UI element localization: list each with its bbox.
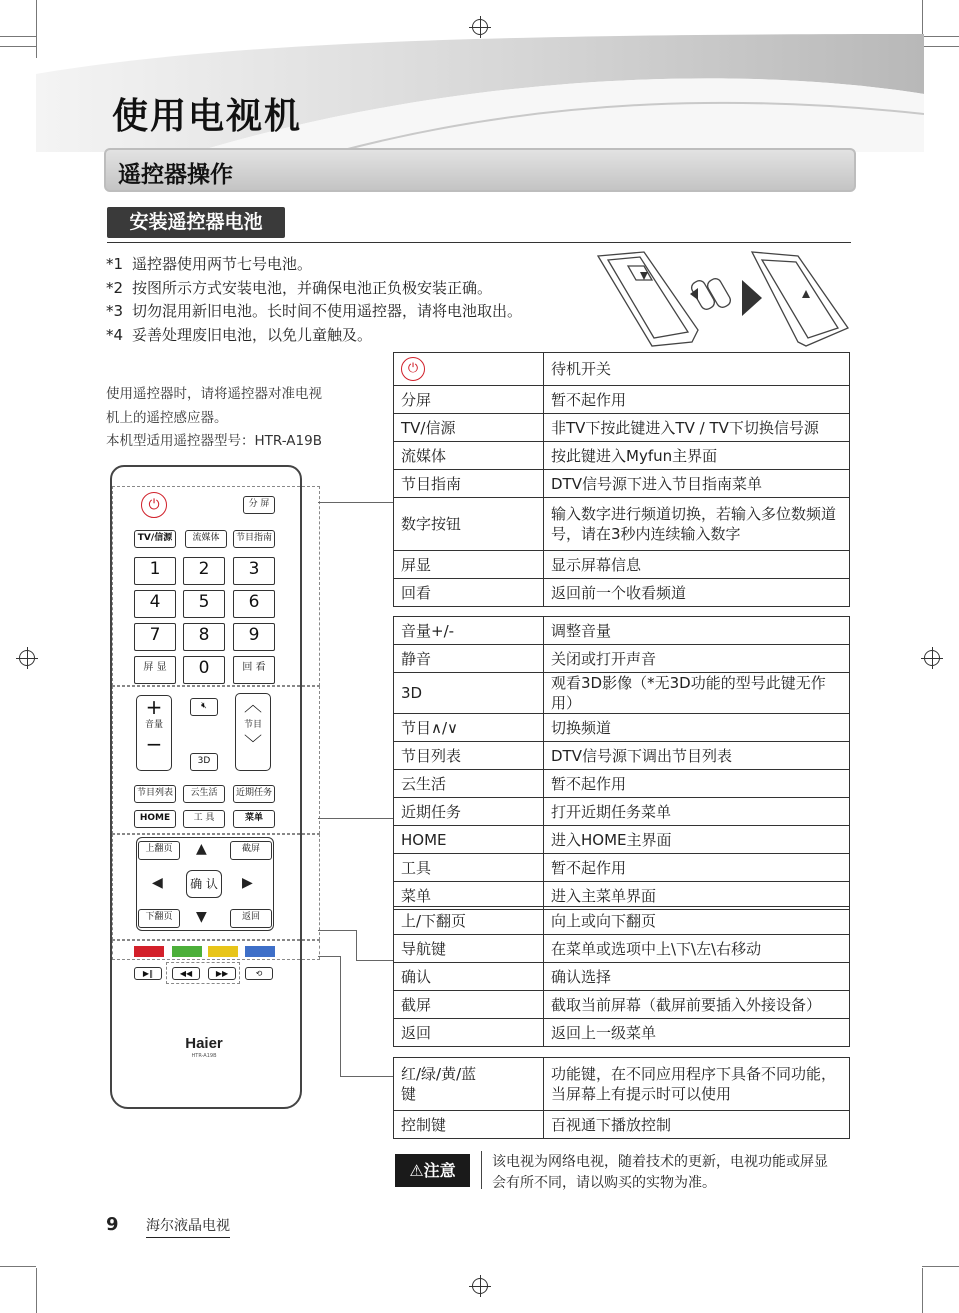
menu-button[interactable]: 菜单 <box>233 810 275 828</box>
down-arrow-icon[interactable]: ▼ <box>196 909 207 925</box>
caution-badge <box>395 1154 470 1187</box>
connector-line <box>340 956 341 1076</box>
number-button-0[interactable]: 0 <box>183 656 225 684</box>
caution-label: 注意 <box>423 1161 456 1180</box>
table-row: 截屏 截取当前屏幕（截屏前要插入外接设备） <box>394 991 850 1019</box>
table-row: 屏显 显示屏幕信息 <box>394 551 850 579</box>
guide-button[interactable]: 节目指南 <box>233 530 275 548</box>
play-pause-icon[interactable]: ▶‖ <box>134 967 162 980</box>
table-row: 确认 确认选择 <box>394 963 850 991</box>
battery-note: *3 切勿混用新旧电池。长时间不使用遥控器，请将电池取出。 <box>106 302 523 320</box>
volume-label: 音量 <box>144 720 163 730</box>
group-outline <box>112 834 320 940</box>
number-button-8[interactable]: 8 <box>183 623 225 651</box>
group-outline <box>112 686 320 834</box>
table-row: 返回 返回上一级菜单 <box>394 1019 850 1047</box>
cloud-life-button[interactable]: 云生活 <box>183 785 225 803</box>
remote-model: HTR-A19B <box>191 1053 217 1059</box>
crop-mark <box>0 36 36 37</box>
key-function-table-2 <box>393 616 850 910</box>
table-row: 音量+/- 调整音量 <box>394 617 850 645</box>
repeat-icon[interactable]: ⟲ <box>245 967 273 980</box>
number-button-9[interactable]: 9 <box>233 623 275 651</box>
crop-mark <box>922 1266 959 1267</box>
section-title: 遥控器操作 <box>118 162 233 188</box>
footer-label: 海尔液晶电视 <box>146 1215 230 1238</box>
power-icon: ⏻ <box>401 357 425 381</box>
display-button[interactable]: 屏 显 <box>134 656 176 684</box>
number-button-7[interactable]: 7 <box>134 623 176 651</box>
key-function-table-1 <box>393 352 850 607</box>
intro-line: 本机型适用遥控器型号：HTR-A19B <box>106 433 322 449</box>
table-row: 近期任务 打开近期任务菜单 <box>394 798 850 826</box>
battery-note: *4 妥善处理废旧电池，以免儿童触及。 <box>106 326 373 344</box>
key-function-table-3 <box>393 906 850 1047</box>
crop-mark <box>0 46 36 47</box>
table-row: 控制键 百视通下播放控制 <box>394 1111 850 1139</box>
crop-mark <box>0 1266 36 1267</box>
mute-icon: 🔇︎ <box>201 701 207 711</box>
table-row: 分屏 暂不起作用 <box>394 386 850 414</box>
table-row: HOME 进入HOME主界面 <box>394 826 850 854</box>
page-title: 使用电视机 <box>112 96 303 137</box>
subsection-title: 安装遥控器电池 <box>107 207 285 238</box>
split-screen-button[interactable]: 分 屏 <box>243 496 275 514</box>
table-row: 数字按钮 输入数字进行频道切换，若输入多位数频道 号，请在3秒内连续输入数字 <box>394 498 850 551</box>
table-row: 节目指南 DTV信号源下进入节目指南菜单 <box>394 470 850 498</box>
number-button-4[interactable]: 4 <box>134 590 176 618</box>
number-button-5[interactable]: 5 <box>183 590 225 618</box>
connector-line <box>356 960 393 961</box>
table-row: 上/下翻页 向上或向下翻页 <box>394 907 850 935</box>
tools-button[interactable]: 工 具 <box>183 810 225 828</box>
divider <box>107 242 851 243</box>
registration-mark-icon <box>924 650 940 666</box>
key-function-table-4 <box>393 1057 850 1139</box>
plus-icon: + <box>145 695 163 719</box>
table-row: 流媒体 按此键进入Myfun主界面 <box>394 442 850 470</box>
brand-logo: Haier <box>185 1035 223 1052</box>
table-row: ⏻ 待机开关 <box>394 353 850 386</box>
group-outline <box>112 486 320 686</box>
power-icon[interactable]: ⏻ <box>141 492 167 518</box>
page-down-button[interactable]: 下翻页 <box>138 909 180 928</box>
connector-line <box>340 1076 393 1077</box>
registration-mark-icon <box>19 650 35 666</box>
table-row: 回看 返回前一个收看频道 <box>394 579 850 607</box>
chevron-up-icon: ︿ <box>244 695 262 716</box>
table-row: 云生活 暂不起作用 <box>394 770 850 798</box>
number-button-3[interactable]: 3 <box>233 557 275 585</box>
group-outline <box>112 940 320 960</box>
recall-button[interactable]: 回 看 <box>233 656 275 684</box>
stream-button[interactable]: 流媒体 <box>185 530 227 548</box>
home-button[interactable]: HOME <box>134 810 176 828</box>
connector-line <box>318 818 393 819</box>
chevron-down-icon: ﹀ <box>244 734 262 755</box>
tv-source-button[interactable]: TV/信源 <box>134 530 176 548</box>
intro-line: 机上的遥控感应器。 <box>106 410 228 426</box>
recent-tasks-button[interactable]: 近期任务 <box>233 785 275 803</box>
table-row: 菜单 进入主菜单界面 <box>394 882 850 910</box>
up-arrow-icon[interactable]: ▲ <box>196 841 207 857</box>
minus-icon: − <box>145 732 163 756</box>
number-button-2[interactable]: 2 <box>183 557 225 585</box>
caution-text: 该电视为网络电视，随着技术的更新，电视功能或屏显 <box>492 1154 828 1170</box>
crop-mark <box>922 1268 923 1313</box>
connector-line <box>318 930 356 931</box>
page-up-button[interactable]: 上翻页 <box>138 841 180 860</box>
capture-button[interactable]: 截屏 <box>230 841 272 860</box>
crop-mark <box>922 46 959 47</box>
number-button-1[interactable]: 1 <box>134 557 176 585</box>
battery-install-illustration <box>592 250 854 350</box>
group-outline <box>166 962 240 984</box>
ok-button[interactable]: 确 认 <box>186 870 222 898</box>
caution-text: 会有所不同，请以购买的实物为准。 <box>492 1175 716 1191</box>
number-button-6[interactable]: 6 <box>233 590 275 618</box>
connector-line <box>318 956 340 957</box>
battery-note: *2 按图所示方式安装电池，并确保电池正负极安装正确。 <box>106 279 493 297</box>
back-button[interactable]: 返回 <box>230 909 272 928</box>
crop-mark <box>36 1268 37 1313</box>
table-row: 红/绿/黄/蓝 键 功能键，在不同应用程序下具备不同功能， 当屏幕上有提示时可以使用 <box>394 1058 850 1111</box>
table-row: TV/信源 非TV下按此键进入TV / TV下切换信号源 <box>394 414 850 442</box>
registration-mark-icon <box>472 1278 488 1294</box>
program-list-button[interactable]: 节目列表 <box>134 785 176 803</box>
table-row: 3D 观看3D影像（*无3D功能的型号此键无作用） <box>394 673 850 714</box>
right-arrow-icon[interactable]: ▶ <box>242 875 253 891</box>
table-row: 工具 暂不起作用 <box>394 854 850 882</box>
left-arrow-icon[interactable]: ◀ <box>152 875 163 891</box>
crop-mark <box>922 36 959 37</box>
table-row: 节目列表 DTV信号源下调出节目列表 <box>394 742 850 770</box>
3d-button[interactable]: 3D <box>190 753 218 771</box>
connector-line <box>356 930 357 960</box>
warning-icon: ⚠ <box>409 1161 424 1180</box>
page-number: 9 <box>106 1214 119 1235</box>
table-row: 节目∧/∨ 切换频道 <box>394 714 850 742</box>
fast-forward-icon[interactable]: ▶▶ <box>208 967 236 980</box>
connector-line <box>318 502 393 503</box>
battery-note: *1 遥控器使用两节七号电池。 <box>106 255 313 273</box>
divider <box>481 1151 482 1189</box>
table-row: 静音 关闭或打开声音 <box>394 645 850 673</box>
channel-label: 节目 <box>243 720 262 730</box>
intro-line: 使用遥控器时，请将遥控器对准电视 <box>106 386 322 402</box>
registration-mark-icon <box>472 19 488 35</box>
rewind-icon[interactable]: ◀◀ <box>172 967 200 980</box>
table-row: 导航键 在菜单或选项中上\下\左\右移动 <box>394 935 850 963</box>
